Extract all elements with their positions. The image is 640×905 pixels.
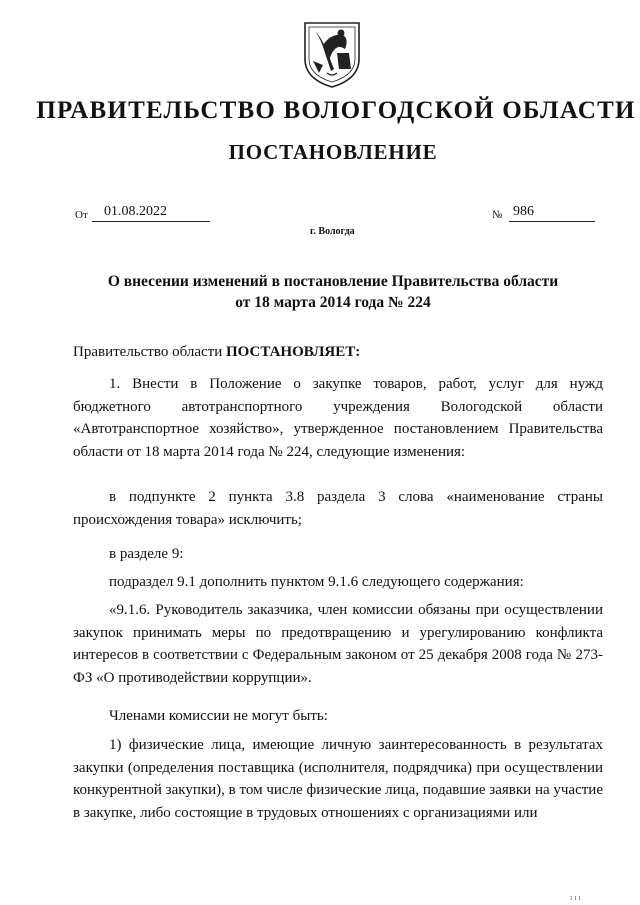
coat-of-arms-icon: [301, 19, 363, 89]
paragraph-3: в разделе 9:: [109, 546, 184, 562]
paragraph-5: «9.1.6. Руководитель заказчика, член комиссии обязаны при осуществлении закупок принимать меры по предотвращению и урегулированию конфликта интересов в соответствии с Федеральным законом от 25 декабря 2008 года № 273-ФЗ «О противодействии коррупции».: [73, 602, 603, 686]
subject-line-1: О внесении изменений в постановление Правительства области: [107, 273, 559, 290]
document-type: ПОСТАНОВЛЕНИЕ: [228, 140, 438, 164]
paragraph-1: 1. Внести в Положение о закупке товаров, работ, услуг для нужд бюджетного автотранспортного учреждения Вологодской области «Автотранспортное хозяйство», утвержденное постановлением Правительства области от 18 марта 2014 года № 224, следующие изменения:: [73, 376, 603, 460]
number-label: №: [492, 209, 503, 221]
document-subject: [60, 271, 606, 313]
paragraph-2: в подпункте 2 пункта 3.8 раздела 3 слова «наименование страны происхождения товара» исключить;: [73, 489, 603, 528]
government-title: ПРАВИТЕЛЬСТВО ВОЛОГОДСКОЙ ОБЛАСТИ: [36, 97, 636, 124]
paragraph-4: подраздел 9.1 дополнить пунктом 9.1.6 следующего содержания:: [109, 574, 524, 590]
subject-line-2: от 18 марта 2014 года № 224: [235, 294, 431, 311]
document-date: 01.08.2022: [92, 205, 210, 222]
paragraph-6: Членами комиссии не могут быть:: [109, 708, 328, 724]
document-number: 986: [509, 205, 595, 222]
resolution-intro: [73, 342, 603, 363]
page-mark: ı ı ı: [570, 893, 581, 902]
paragraph-7: 1) физические лица, имеющие личную заинтересованность в результатах закупки (определения поставщика (исполнителя, подрядчика) при осуществлении конкурентной закупки), в том числе физические лица, подавшие заявки на участие в закупке, либо состоящие в трудовых отношениях с организациями или: [73, 737, 603, 821]
intro-text: Правительство области: [73, 344, 226, 360]
city-label: г. Вологда: [310, 226, 355, 237]
date-label: От: [75, 209, 88, 221]
intro-decree-word: ПОСТАНОВЛЯЕТ:: [225, 344, 361, 360]
